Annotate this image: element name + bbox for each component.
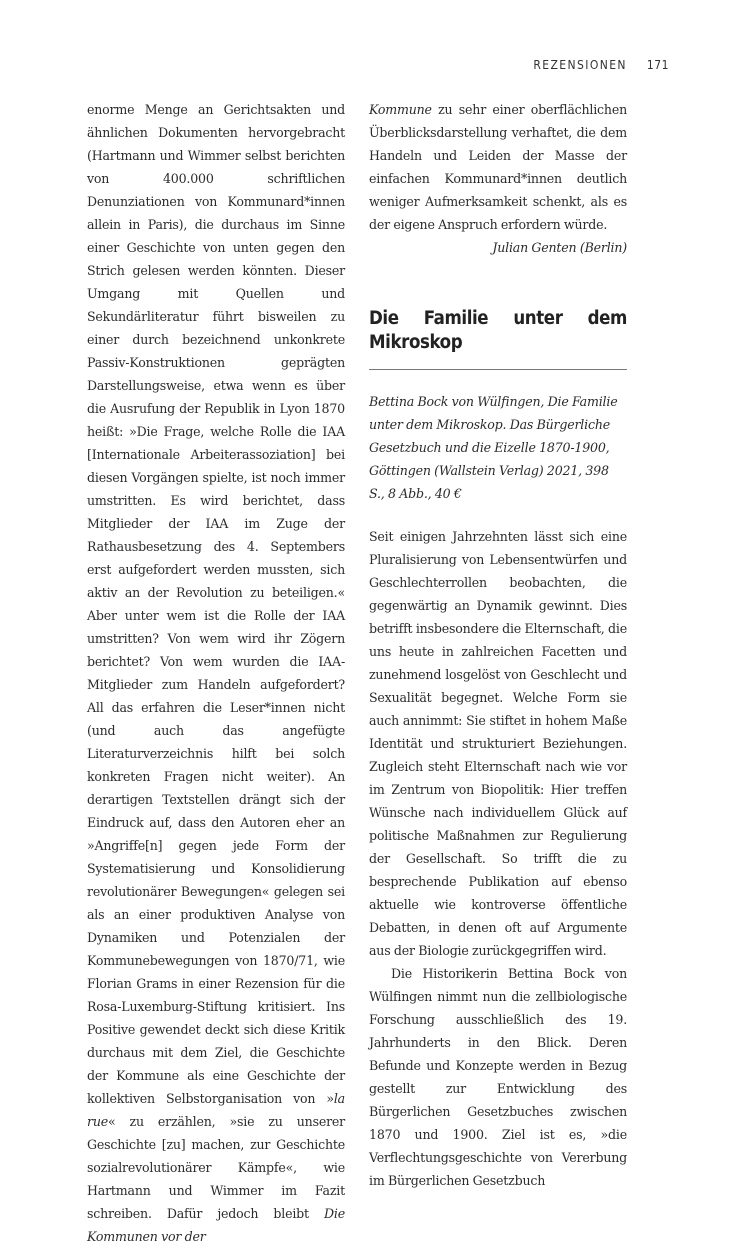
right-column bbox=[369, 98, 627, 1192]
left-column bbox=[87, 98, 345, 1248]
body-paragraph-2: Die Historikerin Bettina Bock von Wülfingen nimmt nun die zellbiologische Forschung ausschließlich des 19. Jahrhunderts in den Blick. Deren Befunde und Konzepte werden in Bezug gestellt zur Entwicklung des Bürgerlichen Gesetzbuches zwischen 1870 und 1900. Ziel ist es, »die Verflechtungsgeschichte von Vererbung im Bürgerlichen Gesetzbuch bbox=[369, 966, 627, 1188]
page-number: 171 bbox=[646, 58, 669, 72]
bibliographic-entry: Bettina Bock von Wülfingen, Die Familie unter dem Mikroskop. Das Bürgerliche Gesetzbuch und die Eizelle 1870-1900, Göttingen (Wallstein Verlag) 2021, 398 S., 8 Abb., 40 € bbox=[369, 394, 618, 501]
title-divider bbox=[369, 369, 627, 370]
section-title: REZENSIONEN bbox=[533, 58, 627, 72]
reviewer-signature: Julian Genten (Berlin) bbox=[492, 240, 627, 255]
body-paragraph: enorme Menge an Gerichtsakten und ähnlichen Dokumenten hervorgebracht (Hartmann und Wimmer selbst berichten von 400.000 schriftlichen Denunziationen von Kommunard*innen allein in Paris), die durchaus im Sinne einer Geschichte von unten gegen den Strich gelesen werden könnten. Dieser Umgang mit Quellen und Sekundärliteratur führt bisweilen zu einer durch bezeichnend unkonkrete Passiv-Konstruktionen geprägten Darstellungsweise, etwa wenn es über die Ausrufung der Republik in Lyon 1870 heißt: »Die Frage, welche Rolle die IAA [Internationale Arbeiterassoziation] bei diesen Vorgängen spielte, ist noch immer umstritten. Es wird berichtet, dass Mitglieder der IAA im Zuge der Rathausbesetzung des 4. Septembers erst aufgefordert werden mussten, sich aktiv an der Revolution zu beteiligen.« Aber unter wem ist die Rolle der IAA umstritten? Von wem wird ihr Zögern berichtet? Von wem wurden die IAA-Mitglieder zum Handeln aufgefordert? All das erfahren die Leser*innen nicht (und auch das angefügte Literaturverzeichnis hilft bei solch konkreten Fragen nicht weiter). An derartigen Textstellen drängt sich der Eindruck auf, dass den Autoren eher an »Angriffe[n] gegen jede Form der Systematisierung und Konsolidierung revolutionärer Bewegungen« gelegen sei als an einer produktiven Analyse von Dynamiken und Potenzialen der Kommunebewegungen von 1870/71, wie Florian Grams in einer Rezension für die Rosa-Luxemburg-Stiftung kritisiert. Ins Positive gewendet deckt sich diese Kritik durchaus mit dem Ziel, die Geschichte der Kommune als eine Geschichte der kollektiven Selbstorganisation von »la rue« zu erzählen, »sie zu unserer Geschichte [zu] machen, zur Geschichte sozialrevolutionärer Kämpfe«, wie Hartmann und Wimmer im Fazit schreiben. Dafür jedoch bleibt Die Kommunen vor der bbox=[87, 102, 345, 1244]
review-title: Die Familie unter dem Mikroskop bbox=[369, 308, 627, 353]
running-header bbox=[533, 58, 669, 72]
body-paragraph-1: Seit einigen Jahrzehnten lässt sich eine Pluralisierung von Lebensentwürfen und Geschlechterrollen beobachten, die gegenwärtig an Dynamik gewinnt. Dies betrifft insbesondere die Elternschaft, die uns heute in zahlreichen Facetten und zunehmend losgelöst von Geschlecht und Sexualität begegnet. Welche Form sie auch annimmt: Sie stiftet in hohem Maße Identität und strukturiert Beziehungen. Zugleich steht Elternschaft nach wie vor im Zentrum von Biopolitik: Hier treffen Wünsche nach individuellem Glück auf politische Maßnahmen zur Regulierung der Gesellschaft. So trifft die zu besprechende Publikation auf ebenso aktuelle wie kontroverse öffentliche Debatten, in denen oft auf Argumente aus der Biologie zurückgegriffen wird. bbox=[369, 529, 627, 958]
continued-paragraph: Kommune zu sehr einer oberflächlichen Überblicksdarstellung verhaftet, die dem Handeln und Leiden der Masse der einfachen Kommunard*innen deutlich weniger Aufmerksamkeit schenkt, als es der eigene Anspruch erfordern würde. bbox=[369, 102, 627, 232]
